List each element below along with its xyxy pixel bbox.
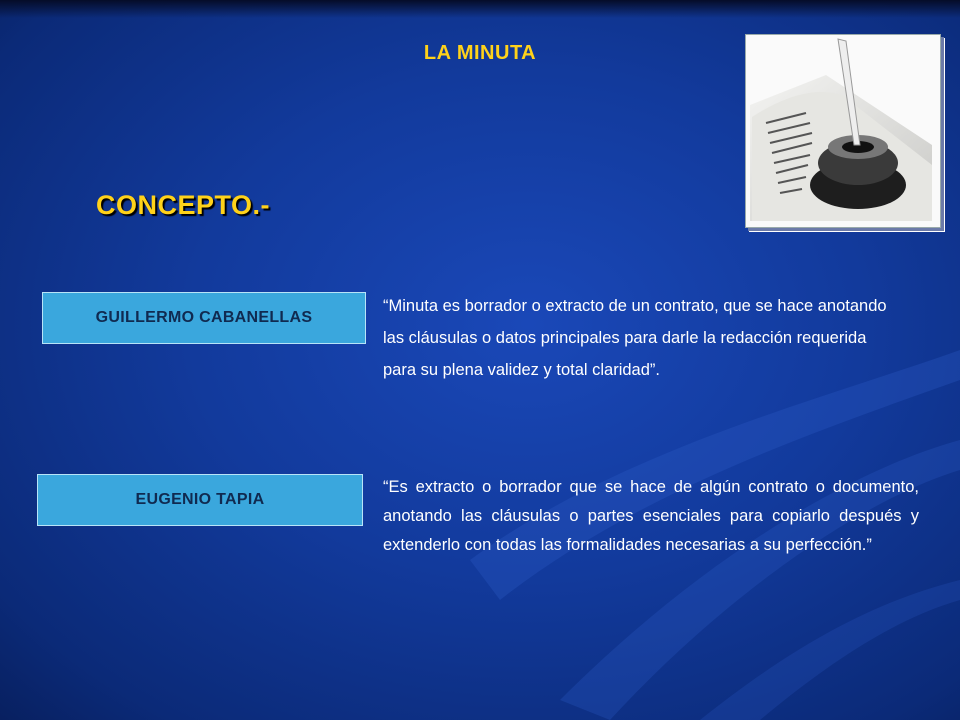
quill-inkwell-image [745, 34, 941, 228]
slide-title: LA MINUTA [423, 42, 537, 64]
author-box-cabanellas [42, 292, 366, 344]
concept-heading: CONCEPTO.- [96, 190, 271, 220]
author-box-tapia [37, 474, 363, 526]
definition-cabanellas: “Minuta es borrador o extracto de un contrato, que se hace anotando las cláusulas o datos principales para darle la redacción requerida para su plena validez y total claridad”. [383, 297, 887, 379]
author-name: GUILLERMO CABANELLAS [95, 309, 313, 326]
author-name: EUGENIO TAPIA [135, 491, 265, 508]
definition-tapia: “Es extracto o borrador que se hace de algún contrato o documento, anotando las cláusulas o partes esenciales para copiarlo después y extenderlo con todas las formalidades necesarias a su perfección.” [383, 478, 919, 554]
